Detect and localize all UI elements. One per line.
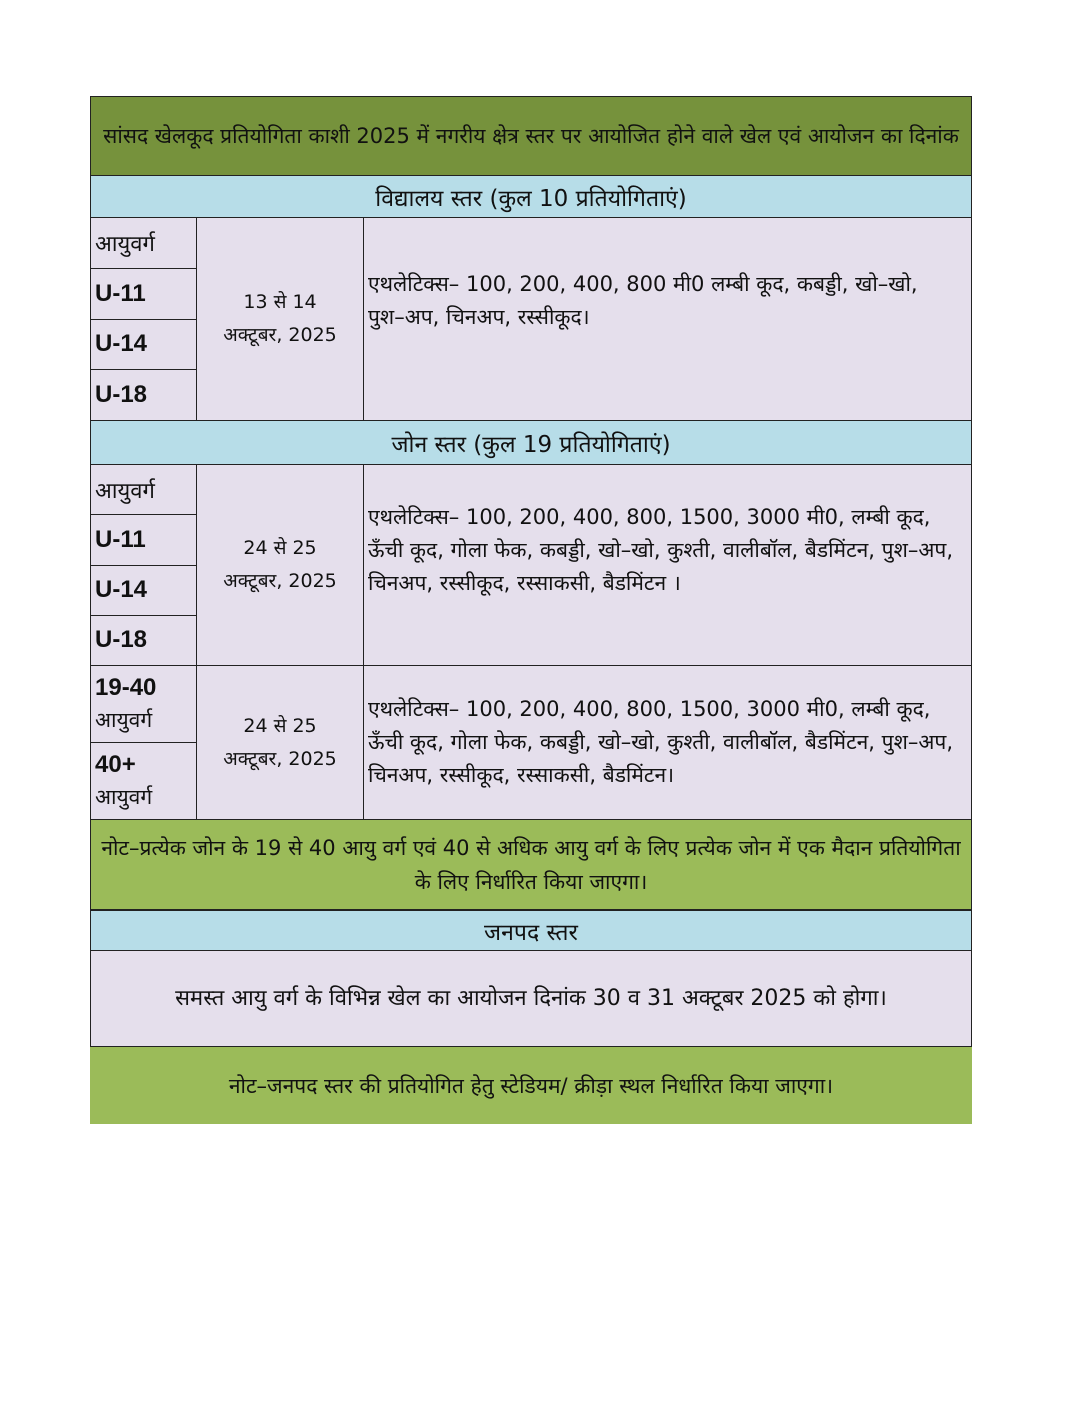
games-list	[364, 465, 971, 665]
age-group-u14: U-14	[91, 566, 196, 616]
age-group-40-plus	[91, 743, 196, 819]
age-group-u14: U-14	[91, 320, 196, 371]
schedule-table	[90, 96, 972, 1124]
zone-level-heading: जोन स्तर (कुल 19 प्रतियोगिताएं)	[90, 421, 972, 465]
age-group-u18: U-18	[95, 626, 148, 654]
age-group-19-40-value: 19-40	[95, 674, 157, 701]
games-text: एथलेटिक्स– 100, 200, 400, 800 मी0 लम्बी कूद, कबड्डी, खो–खो, पुश–अप, चिनअप, रस्सीकूद।	[368, 272, 918, 329]
district-level-heading: जनपद स्तर	[90, 910, 972, 951]
age-group-header: आयुवर्ग	[91, 465, 196, 515]
age-group-40-plus-value: 40+	[95, 751, 136, 778]
age-group-19-40-label: आयुवर्ग	[95, 708, 153, 732]
games-text: एथलेटिक्स– 100, 200, 400, 800, 1500, 3000 मी0, लम्बी कूद, ऊँची कूद, गोला फेक, कबड्डी, खो–खो, कुश्ती, वालीबॉल, बैडमिंटन, पुश–अप, चिनअप, रस्सीकूद, रस्साकसी, बैडमिंटन ।	[368, 504, 954, 595]
event-date	[197, 666, 364, 819]
age-group-column	[91, 465, 197, 665]
games-list	[364, 666, 971, 819]
page-title: सांसद खेलकूद प्रतियोगिता काशी 2025 में नगरीय क्षेत्र स्तर पर आयोजित होने वाले खेल एवं आयोजन का दिनांक	[90, 96, 972, 176]
adult-level-block	[90, 666, 972, 820]
school-level-block	[90, 218, 972, 421]
event-date-month: अक्टूबर, 2025	[223, 324, 337, 346]
age-group-column	[91, 218, 197, 420]
age-group-19-40	[91, 666, 196, 743]
zone-level-block	[90, 465, 972, 666]
age-group-u18: U-18	[95, 381, 148, 409]
games-text: एथलेटिक्स– 100, 200, 400, 800, 1500, 3000 मी0, लम्बी कूद, ऊँची कूद, गोला फेक, कबड्डी, खो–खो, कुश्ती, वालीबॉल, बैडमिंटन, पुश–अप, चिनअप, रस्सीकूद, रस्साकसी, बैडमिंटन।	[368, 697, 954, 787]
event-date-month: अक्टूबर, 2025	[223, 570, 337, 592]
district-note: नोट–जनपद स्तर की प्रतियोगित हेतु स्टेडियम/ क्रीड़ा स्थल निर्धारित किया जाएगा।	[90, 1047, 972, 1124]
age-group-u11: U-11	[91, 269, 196, 320]
zone-note: नोट–प्रत्येक जोन के 19 से 40 आयु वर्ग एवं 40 से अधिक आयु वर्ग के लिए प्रत्येक जोन में एक मैदान प्रतियोगिता के लिए निर्धारित किया जाएगा।	[90, 820, 972, 910]
age-group-40-plus-label: आयुवर्ग	[95, 785, 153, 809]
event-date-month: अक्टूबर, 2025	[223, 747, 337, 770]
age-group-header: आयुवर्ग	[91, 218, 196, 269]
event-date	[197, 218, 364, 420]
event-date-range: 24 से 25	[243, 537, 317, 559]
school-level-heading: विद्यालय स्तर (कुल 10 प्रतियोगिताएं)	[90, 176, 972, 218]
district-level-text: समस्त आयु वर्ग के विभिन्न खेल का आयोजन दिनांक 30 व 31 अक्टूबर 2025 को होगा।	[90, 951, 972, 1047]
event-date-range: 24 से 25	[243, 714, 317, 737]
age-group-column	[91, 666, 197, 819]
event-date	[197, 465, 364, 665]
games-list	[364, 218, 971, 420]
event-date-range: 13 से 14	[243, 291, 317, 313]
age-group-u11: U-11	[91, 515, 196, 565]
